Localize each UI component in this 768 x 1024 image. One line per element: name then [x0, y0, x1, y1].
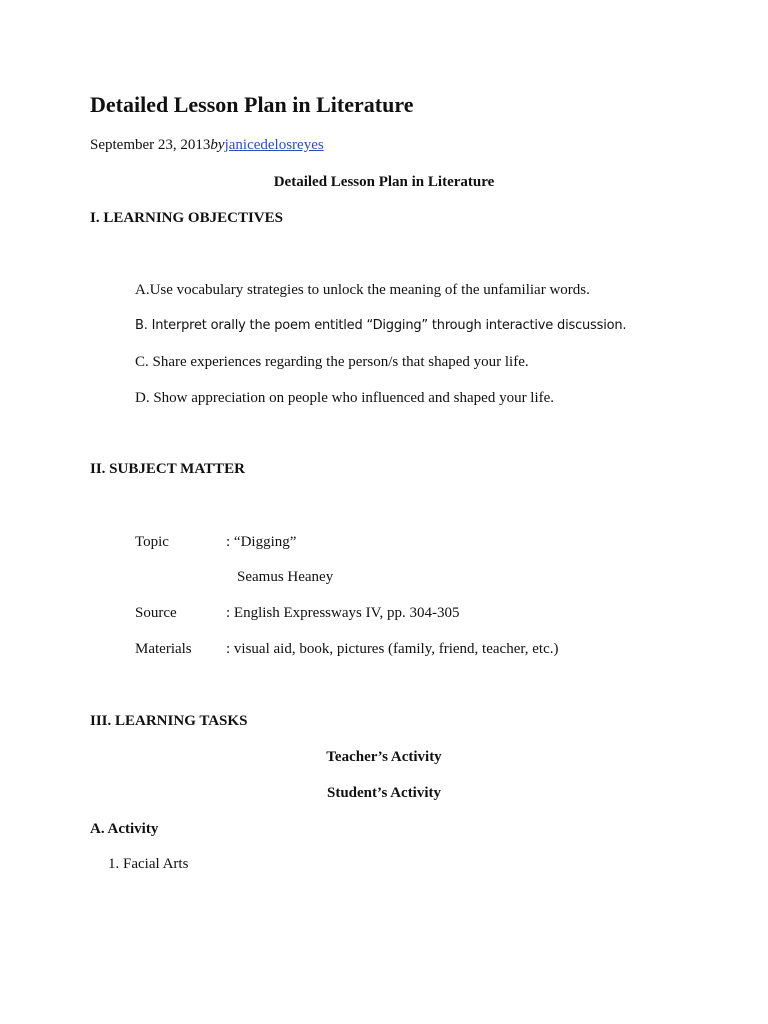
post-date: September 23, 2013: [90, 137, 211, 153]
objective-b: B. Interpret orally the poem entitled “Digging” through interactive discussion.: [135, 318, 627, 333]
author-link[interactable]: janicedelosreyes: [224, 137, 324, 153]
source-value: : English Expressways IV, pp. 304-305: [226, 605, 460, 621]
objective-d: D. Show appreciation on people who influenced and shaped your life.: [135, 390, 555, 406]
materials-label: Materials: [135, 641, 192, 657]
objective-a: A.Use vocabulary strategies to unlock the meaning of the unfamiliar words.: [135, 282, 590, 298]
topic-value: : “Digging”: [226, 534, 297, 550]
activity-heading: A. Activity: [90, 821, 159, 837]
document-title: Detailed Lesson Plan in Literature: [90, 92, 414, 117]
lesson-plan-subtitle: Detailed Lesson Plan in Literature: [273, 174, 495, 190]
teacher-activity-heading: Teacher’s Activity: [326, 749, 442, 765]
learning-tasks-heading: III. LEARNING TASKS: [90, 713, 248, 729]
post-meta: [90, 137, 324, 154]
student-activity-heading: Student’s Activity: [326, 785, 442, 801]
activity-item-facial-arts: 1. Facial Arts: [108, 856, 189, 872]
objective-c: C. Share experiences regarding the person/s that shaped your life.: [135, 354, 529, 370]
objectives-heading: I. LEARNING OBJECTIVES: [90, 210, 283, 226]
source-label: Source: [135, 605, 177, 621]
materials-value: : visual aid, book, pictures (family, friend, teacher, etc.): [226, 641, 559, 657]
by-label: by: [210, 137, 225, 153]
topic-label: Topic: [135, 534, 169, 550]
poem-author: Seamus Heaney: [237, 569, 334, 585]
subject-matter-heading: II. SUBJECT MATTER: [90, 461, 245, 477]
